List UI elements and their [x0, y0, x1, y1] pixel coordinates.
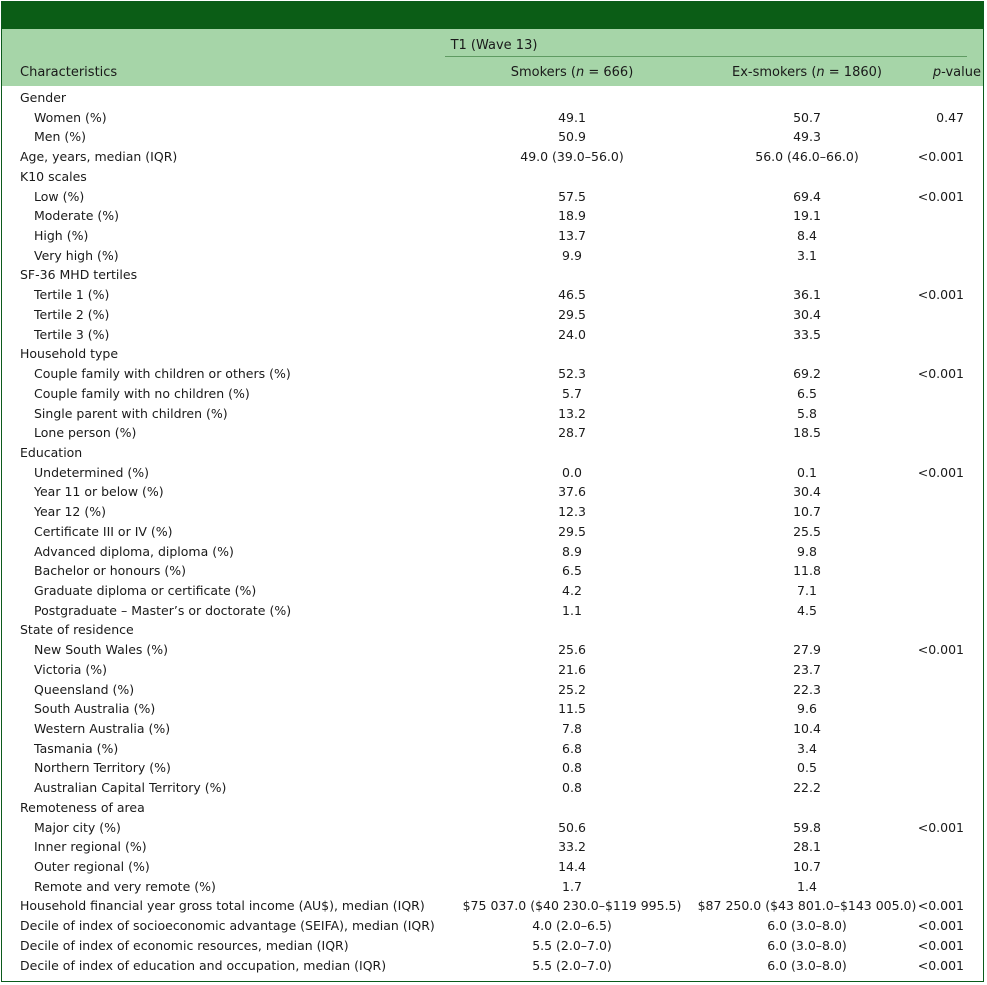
ex-smokers-value: 18.5 [793, 425, 821, 441]
smokers-value: 9.9 [562, 247, 582, 263]
row-label: State of residence [20, 622, 134, 638]
row-label: Decile of index of socioeconomic advantage (SEIFA), median (IQR) [20, 918, 435, 934]
row-label: Couple family with no children (%) [34, 385, 250, 401]
smokers-value: 7.8 [562, 721, 582, 736]
row-label: Lone person (%) [34, 425, 137, 441]
row-label: Low (%) [34, 188, 85, 204]
table-row [2, 325, 983, 345]
ex-smokers-value: $87 250.0 ($43 801.0–$143 005.0) [697, 898, 917, 914]
ex-smokers-value: 7.1 [797, 582, 817, 598]
ex-smokers-value: 11.8 [793, 563, 821, 579]
ex-smokers-header-suffix: = 1860) [824, 65, 882, 80]
row-label: Year 11 or below (%) [34, 484, 164, 500]
row-label: Tertile 2 (%) [34, 306, 110, 322]
row-label: Tertile 1 (%) [34, 287, 110, 303]
ex-smokers-header-n: n [816, 65, 825, 80]
ex-smokers-value: 10.7 [793, 504, 821, 520]
smokers-value: 49.0 (39.0–56.0) [520, 149, 624, 165]
p-value-header-p: p [932, 65, 942, 80]
table-row [2, 758, 983, 778]
row-label: Tasmania (%) [34, 740, 119, 756]
table-row [2, 305, 983, 325]
ex-smokers-value: 10.4 [793, 721, 821, 736]
smokers-value: 13.2 [558, 405, 586, 421]
smokers-value: 14.4 [558, 859, 586, 875]
table-row [2, 601, 983, 621]
ex-smokers-value: 1.4 [797, 878, 817, 894]
table-row [2, 226, 983, 246]
ex-smokers-value: 3.4 [797, 740, 817, 756]
table-row [2, 620, 983, 640]
row-label: Household type [20, 346, 119, 362]
row-label: Remoteness of area [20, 799, 145, 815]
table-body [2, 88, 983, 975]
row-label: Gender [20, 90, 67, 105]
table-title-bar [2, 2, 983, 29]
ex-smokers-value: 56.0 (46.0–66.0) [755, 149, 859, 165]
smokers-value: 0.0 [562, 464, 582, 480]
smokers-value: 1.1 [562, 602, 582, 618]
table-row [2, 187, 983, 207]
table-row [2, 877, 983, 897]
ex-smokers-value: 10.7 [793, 859, 821, 875]
row-label: Queensland (%) [34, 681, 135, 697]
table-row [2, 522, 983, 542]
smokers-value: 13.7 [558, 228, 586, 244]
ex-smokers-value: 5.8 [797, 405, 817, 421]
ex-smokers-value: 50.7 [793, 109, 821, 125]
row-label: Australian Capital Territory (%) [34, 780, 227, 796]
smokers-value: 11.5 [558, 701, 586, 717]
smokers-value: 1.7 [562, 878, 582, 894]
smokers-header-n: n [575, 65, 585, 80]
table-row [2, 384, 983, 404]
table-header [2, 29, 983, 86]
smokers-value: 4.2 [562, 582, 582, 598]
smokers-value: 6.5 [562, 563, 582, 579]
ex-smokers-value: 9.6 [797, 701, 817, 717]
ex-smokers-value: 28.1 [793, 839, 821, 855]
smokers-value: 0.8 [562, 780, 582, 796]
table-row [2, 798, 983, 818]
p-value: <0.001 [917, 149, 964, 165]
table-row [2, 167, 983, 187]
ex-smokers-value: 49.3 [793, 129, 821, 145]
table-row [2, 206, 983, 226]
smokers-value: 21.6 [558, 661, 586, 677]
p-value: <0.001 [917, 898, 964, 914]
p-value: <0.001 [917, 937, 964, 953]
p-value: <0.001 [917, 188, 964, 204]
ex-smokers-header-prefix: Ex-smokers ( [732, 65, 817, 80]
row-label: K10 scales [20, 168, 87, 184]
row-label: Graduate diploma or certificate (%) [34, 582, 257, 598]
smokers-value: 25.2 [558, 681, 586, 697]
table-row [2, 778, 983, 798]
table-row [2, 482, 983, 502]
table-row [2, 108, 983, 128]
smokers-value: $75 037.0 ($40 230.0–$119 995.5) [462, 898, 682, 914]
row-label: Year 12 (%) [34, 504, 106, 520]
p-value-header [892, 65, 981, 80]
ex-smokers-value: 33.5 [793, 326, 821, 342]
smokers-value: 28.7 [558, 425, 586, 441]
row-label: Decile of index of education and occupation, median (IQR) [20, 957, 387, 973]
table-row [2, 364, 983, 384]
ex-smokers-value: 6.0 (3.0–8.0) [767, 918, 847, 934]
smokers-value: 29.5 [558, 523, 586, 539]
p-value: <0.001 [917, 819, 964, 835]
smokers-value: 29.5 [558, 306, 586, 322]
table-frame [1, 1, 984, 982]
ex-smokers-value: 6.5 [797, 385, 817, 401]
ex-smokers-value: 6.0 (3.0–8.0) [767, 957, 847, 973]
table-row [2, 936, 983, 956]
row-label: Women (%) [34, 109, 107, 125]
table-row [2, 837, 983, 857]
row-label: Tertile 3 (%) [34, 326, 110, 342]
table-row [2, 423, 983, 443]
ex-smokers-value: 9.8 [797, 543, 817, 559]
ex-smokers-value: 69.4 [793, 188, 821, 204]
smokers-value: 57.5 [558, 188, 586, 204]
row-label: Postgraduate – Master’s or doctorate (%) [34, 602, 292, 618]
row-label: Inner regional (%) [34, 839, 147, 855]
row-label: Moderate (%) [34, 208, 120, 224]
ex-smokers-value: 27.9 [793, 642, 821, 658]
row-label: Major city (%) [34, 819, 121, 835]
row-label: Very high (%) [34, 247, 119, 263]
row-label: Decile of index of economic resources, median (IQR) [20, 937, 349, 953]
ex-smokers-value: 36.1 [793, 287, 821, 303]
table-row [2, 246, 983, 266]
smokers-value: 0.8 [562, 760, 582, 776]
row-label: South Australia (%) [34, 701, 156, 717]
table-row [2, 443, 983, 463]
smokers-value: 25.6 [558, 642, 586, 658]
smokers-header-suffix: = 666) [584, 65, 634, 80]
smokers-value: 33.2 [558, 839, 586, 855]
table-row [2, 581, 983, 601]
table-row [2, 680, 983, 700]
p-value: <0.001 [917, 287, 964, 303]
table-row [2, 147, 983, 167]
row-label: Certificate III or IV (%) [34, 523, 173, 539]
smokers-value: 46.5 [558, 287, 586, 303]
row-label: New South Wales (%) [34, 642, 169, 658]
ex-smokers-value: 69.2 [793, 366, 821, 382]
table-row [2, 285, 983, 305]
row-label: Victoria (%) [34, 661, 108, 677]
smokers-value: 50.9 [558, 129, 586, 145]
p-value: <0.001 [917, 918, 964, 934]
row-label: Outer regional (%) [34, 859, 150, 875]
ex-smokers-value: 22.2 [793, 780, 821, 796]
table-row [2, 818, 983, 838]
smokers-value: 49.1 [558, 109, 586, 125]
ex-smokers-value: 6.0 (3.0–8.0) [767, 937, 847, 953]
smokers-value: 4.0 (2.0–6.5) [532, 918, 612, 934]
row-label: Education [20, 444, 83, 460]
table-row [2, 896, 983, 916]
table-row [2, 404, 983, 424]
table-row [2, 719, 983, 739]
row-label: Bachelor or honours (%) [34, 563, 187, 579]
smokers-value: 5.5 (2.0–7.0) [532, 957, 612, 973]
p-value: <0.001 [917, 366, 964, 382]
smokers-value: 18.9 [558, 208, 586, 224]
row-label: Single parent with children (%) [34, 405, 228, 421]
p-value: <0.001 [917, 464, 964, 480]
ex-smokers-value: 22.3 [793, 681, 821, 697]
ex-smokers-value: 3.1 [797, 247, 817, 263]
table-row [2, 956, 983, 976]
smokers-value: 50.6 [558, 819, 586, 835]
row-label: Advanced diploma, diploma (%) [34, 543, 234, 559]
row-label: Northern Territory (%) [34, 760, 171, 776]
smokers-value: 37.6 [558, 484, 586, 500]
smokers-value: 8.9 [562, 543, 582, 559]
table-row [2, 640, 983, 660]
ex-smokers-value: 19.1 [793, 208, 821, 224]
table-row [2, 857, 983, 877]
p-value: <0.001 [917, 642, 964, 658]
row-label: High (%) [34, 228, 89, 244]
row-label: Household financial year gross total income (AU$), median (IQR) [20, 898, 425, 914]
row-label: Western Australia (%) [34, 721, 171, 736]
table-row [2, 265, 983, 285]
smokers-header [447, 65, 697, 80]
p-value: <0.001 [917, 957, 964, 973]
row-label: Age, years, median (IQR) [20, 149, 178, 165]
table-row [2, 502, 983, 522]
table-row [2, 916, 983, 936]
smokers-value: 5.5 (2.0–7.0) [532, 937, 612, 953]
ex-smokers-value: 0.1 [797, 464, 817, 480]
table-row [2, 344, 983, 364]
ex-smokers-value: 30.4 [793, 484, 821, 500]
ex-smokers-header [692, 65, 922, 80]
table-row [2, 542, 983, 562]
column-group-rule [445, 56, 967, 57]
ex-smokers-value: 25.5 [793, 523, 821, 539]
row-label: Undetermined (%) [34, 464, 150, 480]
table-row [2, 463, 983, 483]
smokers-value: 5.7 [562, 385, 582, 401]
ex-smokers-value: 23.7 [793, 661, 821, 677]
table-row [2, 88, 983, 108]
ex-smokers-value: 8.4 [797, 228, 817, 244]
ex-smokers-value: 4.5 [797, 602, 817, 618]
ex-smokers-value: 59.8 [793, 819, 821, 835]
row-label: Couple family with children or others (%) [34, 366, 291, 382]
p-value: 0.47 [936, 109, 964, 125]
table-row [2, 561, 983, 581]
smokers-value: 24.0 [558, 326, 586, 342]
ex-smokers-value: 30.4 [793, 306, 821, 322]
table-row [2, 739, 983, 759]
smokers-header-prefix: Smokers ( [510, 65, 576, 80]
table-row [2, 127, 983, 147]
row-label: SF-36 MHD tertiles [20, 267, 138, 283]
table-row [2, 660, 983, 680]
ex-smokers-value: 0.5 [797, 760, 817, 776]
characteristics-header: Characteristics [20, 65, 118, 80]
smokers-value: 52.3 [558, 366, 586, 382]
row-label: Remote and very remote (%) [34, 878, 216, 894]
smokers-value: 12.3 [558, 504, 586, 520]
column-group-label: T1 (Wave 13) [450, 38, 538, 53]
row-label: Men (%) [34, 129, 87, 145]
smokers-value: 6.8 [562, 740, 582, 756]
table-row [2, 699, 983, 719]
p-value-header-suffix: -value [941, 65, 981, 80]
